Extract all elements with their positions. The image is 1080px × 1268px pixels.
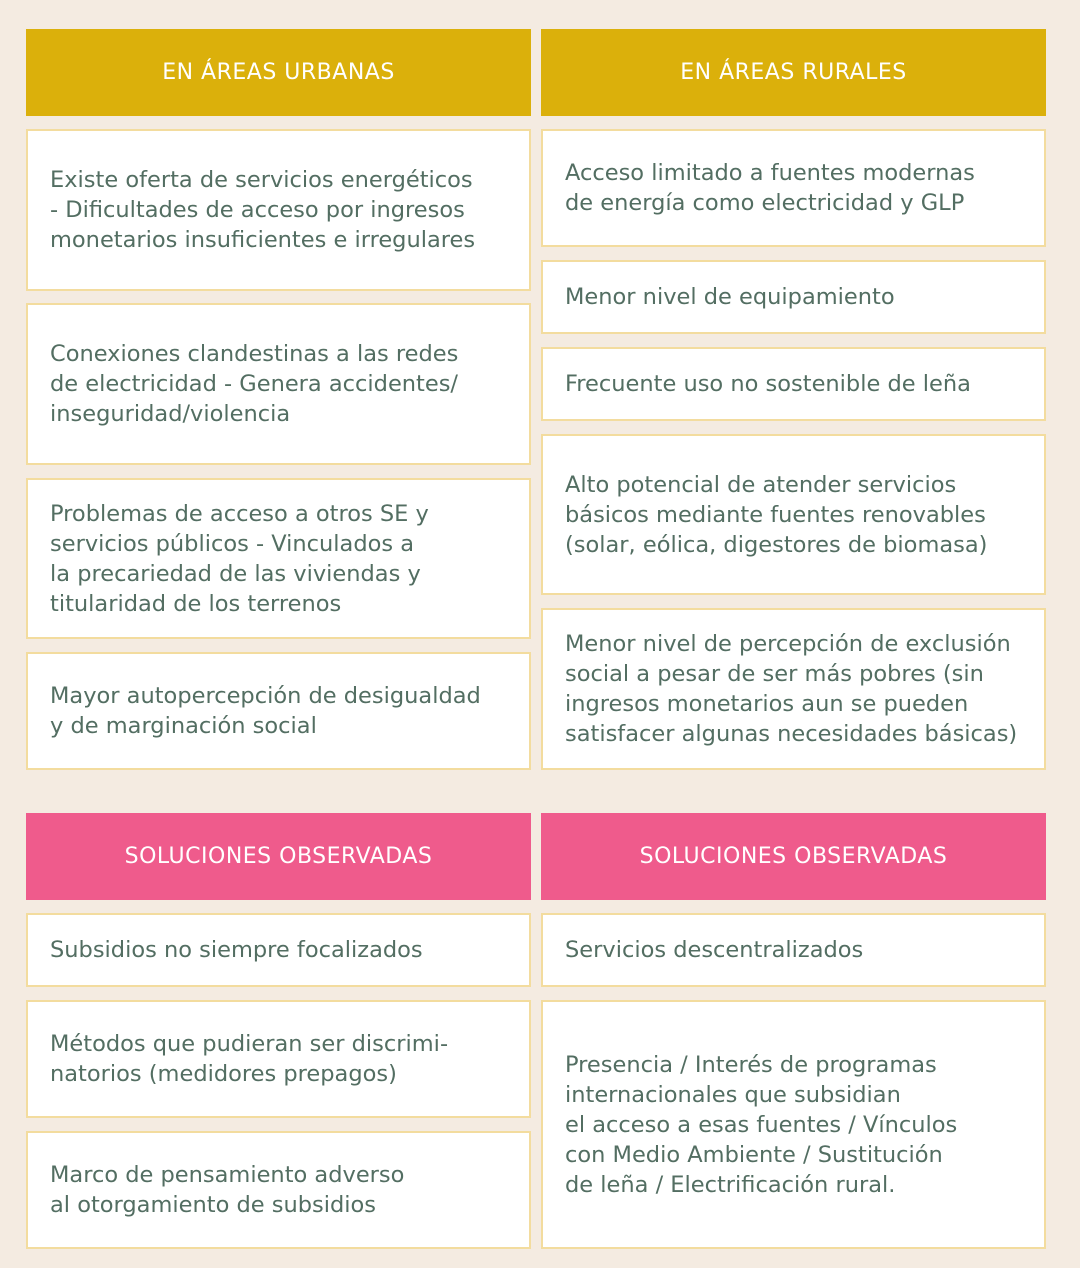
rural-item-1: Acceso limitado a fuentes modernas de energía como electricidad y GLP bbox=[541, 129, 1046, 247]
urban-item-4: Mayor autopercepción de desigualdad y de marginación social bbox=[26, 652, 531, 770]
rural-item-2: Menor nivel de equipamiento bbox=[541, 260, 1046, 334]
urban-item-3: Problemas de acceso a otros SE y servicios públicos - Vinculados a la precariedad de las viviendas y titularidad de los terrenos bbox=[26, 478, 531, 639]
rural-solution-1: Servicios descentralizados bbox=[541, 913, 1046, 987]
rural-solutions-header: SOLUCIONES OBSERVADAS bbox=[541, 813, 1046, 900]
urban-header: EN ÁREAS URBANAS bbox=[26, 29, 531, 116]
rural-item-4: Alto potencial de atender servicios básicos mediante fuentes renovables (solar, eólica, digestores de biomasa) bbox=[541, 434, 1046, 595]
rural-item-5: Menor nivel de percepción de exclusión social a pesar de ser más pobres (sin ingresos monetarios aun se pueden satisfacer algunas necesidades básicas) bbox=[541, 608, 1046, 770]
rural-header: EN ÁREAS RURALES bbox=[541, 29, 1046, 116]
urban-solution-1: Subsidios no siempre focalizados bbox=[26, 913, 531, 987]
urban-item-1: Existe oferta de servicios energéticos - Dificultades de acceso por ingresos monetarios insuficientes e irregulares bbox=[26, 129, 531, 291]
rural-solution-2: Presencia / Interés de programas internacionales que subsidian el acceso a esas fuentes / Vínculos con Medio Ambiente / Sustitución de leña / Electrificación rural. bbox=[541, 1000, 1046, 1249]
urban-solution-3: Marco de pensamiento adverso al otorgamiento de subsidios bbox=[26, 1131, 531, 1249]
urban-solution-2: Métodos que pudieran ser discrimi- natorios (medidores prepagos) bbox=[26, 1000, 531, 1118]
rural-item-3: Frecuente uso no sostenible de leña bbox=[541, 347, 1046, 421]
urban-item-2: Conexiones clandestinas a las redes de electricidad - Genera accidentes/ inseguridad/violencia bbox=[26, 303, 531, 465]
urban-solutions-header: SOLUCIONES OBSERVADAS bbox=[26, 813, 531, 900]
